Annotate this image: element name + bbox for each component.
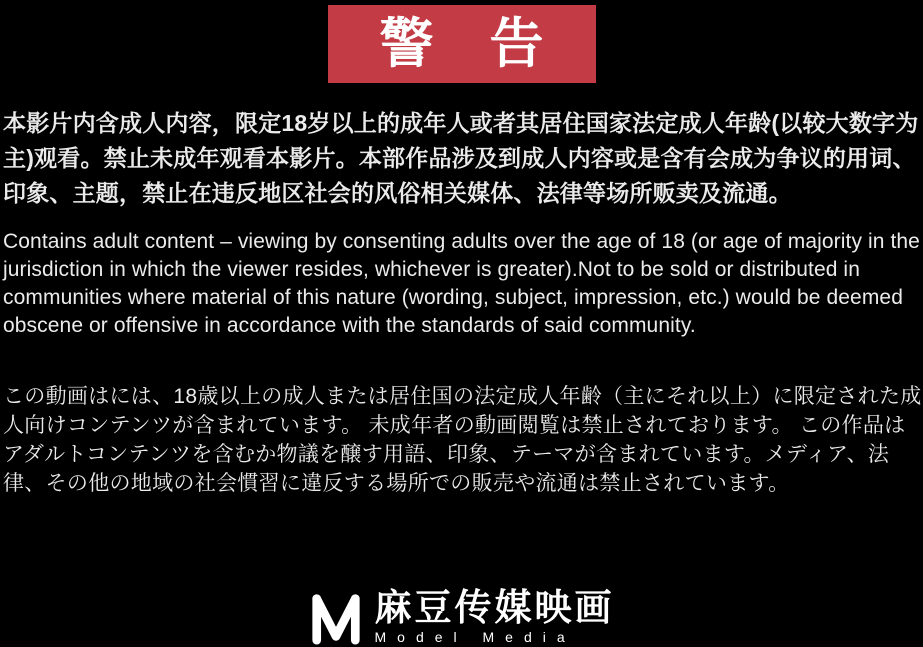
- brand-logo: [309, 589, 615, 645]
- m-monogram-icon: [309, 591, 363, 645]
- brand-name-english: Model Media: [374, 629, 576, 645]
- warning-text-chinese: 本影片内含成人内容，限定18岁以上的成年人或者其居住国家法定成人年龄(以较大数字为主)观看。禁止未成年观看本影片。本部作品涉及到成人内容或是含有会成为争议的用词、印象、主题，禁止在违反地区社会的风俗相关媒体、法律等场所贩卖及流通。: [3, 110, 919, 206]
- warning-banner-title: 警 告: [379, 14, 565, 74]
- warning-text-english: Contains adult content – viewing by consenting adults over the age of 18 (or age of majority in the jurisdiction in which the viewer resides, whichever is greater).Not to be sold or distributed in communities where material of this nature (wording, subject, impression, etc.) would be deemed obscene or offensive in accordance with the standards of said community.: [3, 230, 920, 337]
- brand-logo-text: [375, 589, 615, 645]
- warning-text-japanese: この動画はには、18歳以上の成人または居住国の法定成人年齢（主にそれ以上）に限定された成人向けコンテンツが含まれています。 未成年者の動画閲覧は禁止されております。 この作品はアダルトコンテンツを含むか物議を醸す用語、印象、テーマが含まれています。メディア、法律、その他の地域の社会慣習に違反する場所での販売や流通は禁止されています。: [3, 385, 922, 495]
- warning-banner: [328, 5, 596, 83]
- brand-name-chinese: 麻豆传媒映画: [374, 587, 615, 628]
